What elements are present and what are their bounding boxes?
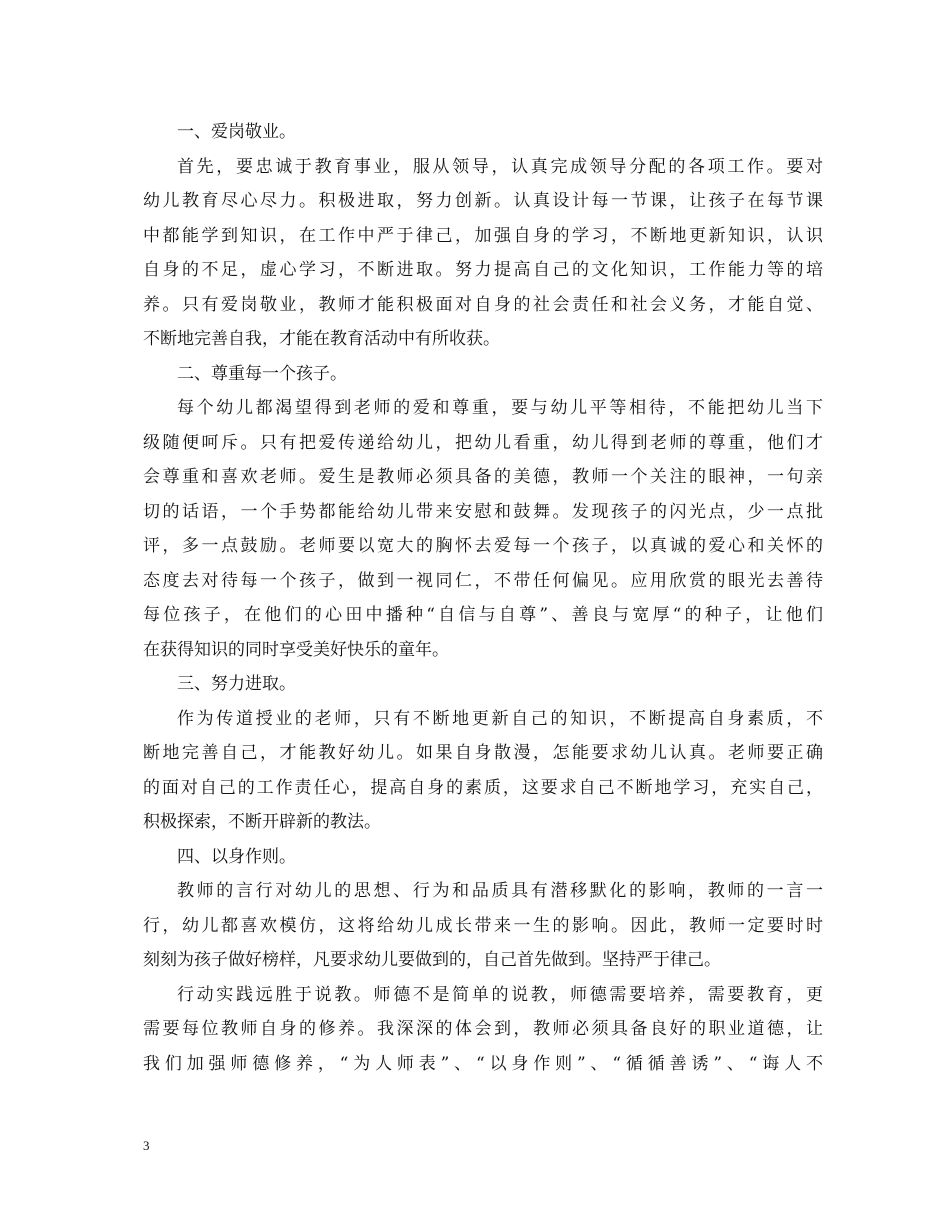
paragraph-line: 评，多一点鼓励。老师要以宽大的胸怀去爱每一个孩子，以真诚的爱心和关怀的 — [143, 536, 823, 556]
paragraph-line: 自身的不足，虚心学习，不断进取。努力提高自己的文化知识，工作能力等的培 — [143, 260, 823, 280]
paragraph-line: 态度去对待每一个孩子，做到一视同仁，不带任何偏见。应用欣赏的眼光去善待 — [143, 570, 823, 591]
paragraph-line: 切的话语，一个手势都能给幼儿带来安慰和鼓舞。发现孩子的闪光点，少一点批 — [143, 501, 823, 522]
paragraph-line: 行，幼儿都喜欢模仿，这将给幼儿成长带来一生的影响。因此，教师一定要时时 — [143, 915, 823, 936]
paragraph-line: 我们加强师德修养，“为人师表”、“以身作则”、“循循善诱”、“诲人不 — [143, 1053, 823, 1074]
paragraph-line: 每位孩子，在他们的心田中播种“自信与自尊”、善良与宽厚“的种子，让他们 — [143, 605, 823, 625]
page-number: 3 — [143, 1138, 150, 1153]
paragraph-line: 在获得知识的同时享受美好快乐的童年。 — [143, 639, 449, 660]
paragraph-line: 养。只有爱岗敬业，教师才能积极面对自身的社会责任和社会义务，才能自觉、 — [143, 294, 823, 315]
paragraph-line: 不断地完善自我，才能在教育活动中有所收获。 — [143, 329, 500, 349]
paragraph-line: 每个幼儿都渴望得到老师的爱和尊重，要与幼儿平等相待，不能把幼儿当下 — [177, 398, 823, 418]
paragraph-line: 断地完善自己，才能教好幼儿。如果自身散漫，怎能要求幼儿认真。老师要正确 — [143, 743, 823, 763]
section-heading: 一、爱岗敬业。 — [177, 122, 296, 142]
paragraph-line: 首先，要忠诚于教育事业，服从领导，认真完成领导分配的各项工作。要对 — [177, 156, 823, 177]
paragraph-line: 教师的言行对幼儿的思想、行为和品质具有潜移默化的影响，教师的一言一 — [177, 881, 823, 901]
paragraph-line: 行动实践远胜于说教。师德不是简单的说教，师德需要培养，需要教育，更 — [177, 984, 823, 1005]
section-heading: 二、尊重每一个孩子。 — [177, 363, 347, 384]
paragraph-line: 刻刻为孩子做好榜样，凡要求幼儿要做到的，自己首先做到。坚持严于律己。 — [143, 950, 721, 970]
section-heading: 四、以身作则。 — [177, 846, 296, 867]
section-heading: 三、努力进取。 — [177, 674, 296, 694]
paragraph-line: 会尊重和喜欢老师。爱生是教师必须具备的美德，教师一个关注的眼神，一句亲 — [143, 467, 823, 487]
paragraph-line: 积极探索，不断开辟新的教法。 — [143, 812, 381, 832]
body-text — [143, 115, 823, 1081]
paragraph-line: 需要每位教师自身的修养。我深深的体会到，教师必须具备良好的职业道德，让 — [143, 1019, 823, 1039]
paragraph-line: 级随便呵斥。只有把爱传递给幼儿，把幼儿看重，幼儿得到老师的尊重，他们才 — [143, 432, 823, 453]
paragraph-line: 中都能学到知识，在工作中严于律己，加强自身的学习，不断地更新知识，认识 — [143, 225, 823, 246]
paragraph-line: 的面对自己的工作责任心，提高自身的素质，这要求自己不断地学习，充实自己， — [143, 777, 823, 798]
paragraph-line: 幼儿教育尽心尽力。积极进取，努力创新。认真设计每一节课，让孩子在每节课 — [143, 191, 823, 211]
paragraph-line: 作为传道授业的老师，只有不断地更新自己的知识，不断提高自身素质，不 — [177, 708, 823, 729]
